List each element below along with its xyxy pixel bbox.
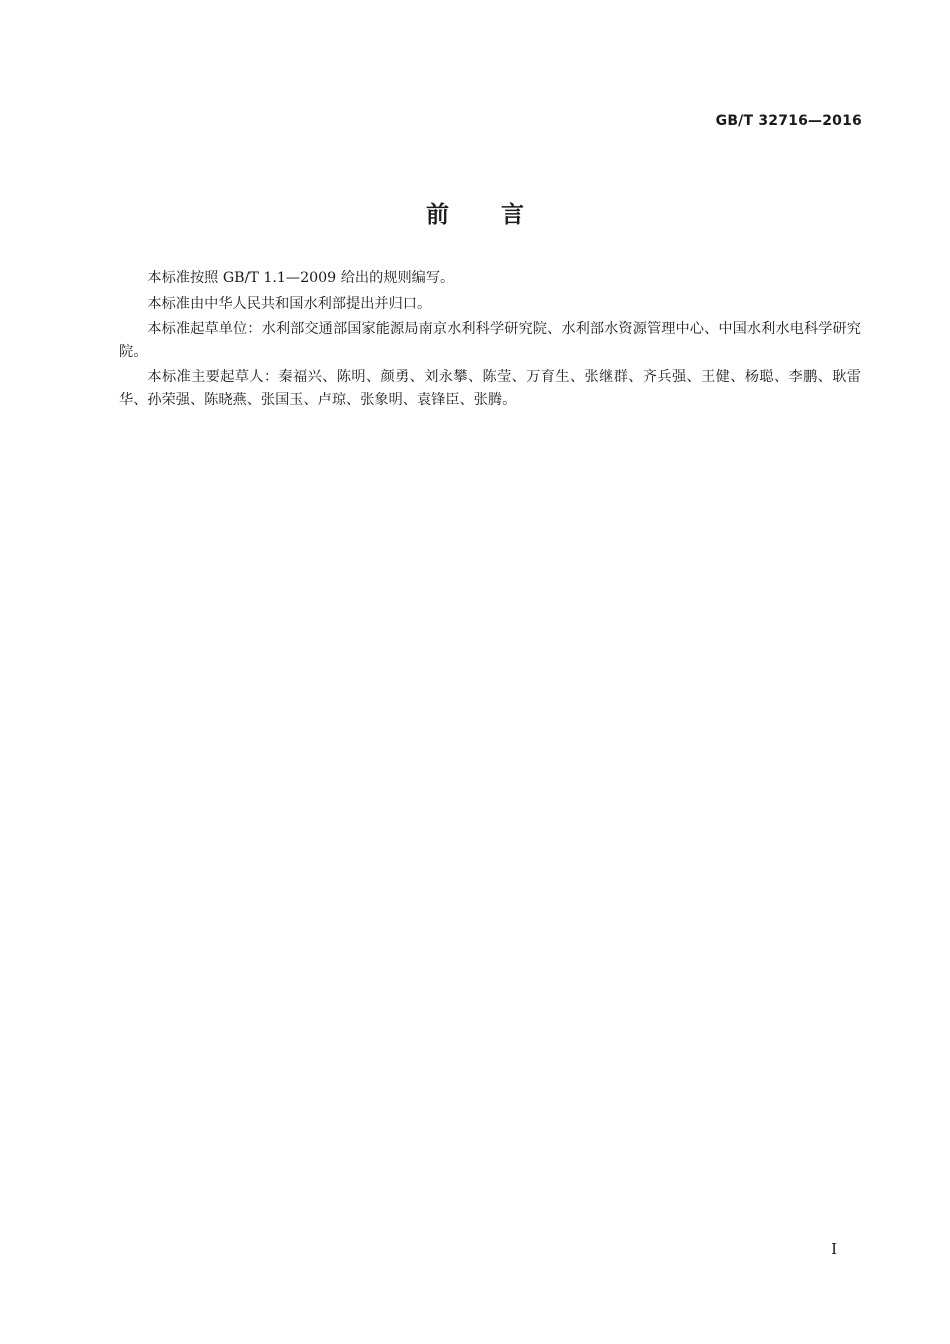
page-title: 前言 [426, 202, 576, 228]
paragraph-drafting-rules: 本标准按照 GB/T 1.1—2009 给出的规则编写。 [147, 270, 455, 286]
page-number: I [831, 1240, 837, 1258]
foreword-body [119, 267, 861, 414]
paragraph-proposer: 本标准由中华人民共和国水利部提出并归口。 [147, 295, 432, 312]
paragraph-drafting-units: 本标准起草单位：水利部交通部国家能源局南京水利科学研究院、水利部水资源管理中心、中国水利水电科学研究院。 [119, 321, 861, 360]
paragraph-drafters: 本标准主要起草人：秦福兴、陈明、颜勇、刘永攀、陈莹、万育生、张继群、齐兵强、王健、杨聪、李鹏、耿雷华、孙荣强、陈晓燕、张国玉、卢琼、张象明、袁锋臣、张腾。 [119, 369, 861, 408]
standard-number: GB/T 32716—2016 [715, 113, 862, 129]
